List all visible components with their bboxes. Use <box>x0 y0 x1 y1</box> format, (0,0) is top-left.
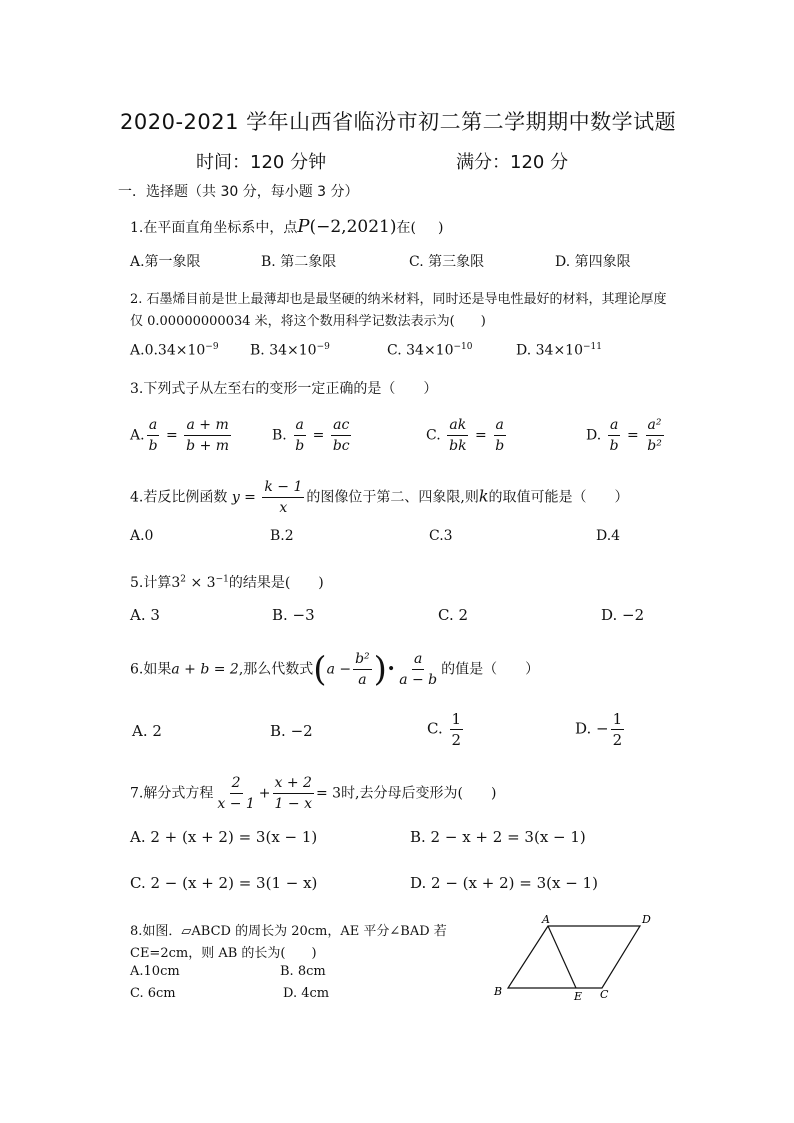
q2-line1: 2. 石墨烯目前是世上最薄却也是最坚硬的纳米材料，同时还是导电性最好的材料，其理论厚度 <box>130 292 667 307</box>
vertex-a-label: A <box>542 913 550 926</box>
q3-option-b: B. $\frac{a}{b}$ = $\frac{ac}{bc}$ <box>272 417 350 454</box>
q2-line2: 仅 0.00000000034 米，将这个数用科学记数法表示为( ) <box>130 314 486 329</box>
q5-option-c: C. 2 <box>438 606 469 624</box>
question-5: 5.计算$3^2 \times 3^{-1}$的结果是( ) <box>130 574 324 591</box>
q1-option-a: A.第一象限 <box>130 254 201 270</box>
q3-option-d: D. $\frac{a}{b}$ = $\frac{\text{a²}}{\text{b²}}$ <box>586 417 662 454</box>
q8-line2: CE=2cm，则 AB 的长为( ) <box>130 946 317 961</box>
q4-option-b: B.2 <box>270 528 294 544</box>
q4-option-c: C.3 <box>429 528 453 544</box>
q5-option-d: D. −2 <box>601 606 645 624</box>
parallelogram-abcd <box>508 926 640 988</box>
point-e-label: E <box>574 990 583 1003</box>
q7-option-a: A. 2 + (x + 2) = 3(x − 1) <box>130 828 318 846</box>
q1-coords: (−2,2021) <box>309 217 397 237</box>
q7-option-b: B. 2 − x + 2 = 3(x − 1) <box>410 828 586 846</box>
q3-option-c: C. $\frac{ak}{bk}$ = $\frac{a}{b}$ <box>426 417 505 454</box>
q8-option-d: D. 4cm <box>283 986 330 1001</box>
q4-option-a: A.0 <box>130 528 154 544</box>
question-6: 6.如果a + b = 2,那么代数式(a − $\frac{\text{b²}}{a}$ )• $\frac{a}{a - b}$ 的值是（ ） <box>130 649 540 690</box>
q8-line1: 8.如图．▱ABCD 的周长为 20cm，AE 平分∠BAD 若 <box>130 924 447 939</box>
q3-option-a: A. $\frac{a}{b}$ = $\frac{a + m}{b + m}$ <box>130 417 230 454</box>
section-heading: 一．选择题（共 30 分，每小题 3 分） <box>118 184 359 200</box>
q5-option-b: B. −3 <box>272 606 315 624</box>
score-label: 满分：120 分 <box>456 152 569 173</box>
q6-option-c: C. $\frac{1}{2}$ <box>427 710 462 749</box>
parallelogram-figure <box>488 912 660 1004</box>
vertex-b-label: B <box>494 985 503 998</box>
q4-option-d: D.4 <box>596 528 621 544</box>
question-4: 4.若反比例函数 y = $\frac{k - 1}{x}$ 的图像位于第二、四象限,则k的取值可能是（ ） <box>130 479 629 516</box>
time-label: 时间：120 分钟 <box>196 152 327 173</box>
q2-option-a: $A.0.34\times 10^{-9}$ <box>130 342 219 359</box>
q8-option-a: A.10cm <box>130 964 180 979</box>
q1-text-c: ) <box>437 220 444 236</box>
q3-text: 3.下列式子从左至右的变形一定正确的是（ ） <box>130 381 438 397</box>
q2-option-c: C. $34\times 10^{-10}$ <box>387 342 473 359</box>
q1-text-a: 1.在平面直角坐标系中，点 <box>130 220 298 236</box>
q2-option-b: B. $34\times 10^{-9}$ <box>250 342 330 359</box>
page-title: 2020-2021 学年山西省临汾市初二第二学期期中数学试题 <box>120 110 677 134</box>
vertex-c-label: C <box>600 988 609 1001</box>
q6-option-a: A. 2 <box>132 722 162 740</box>
question-1 <box>130 216 443 237</box>
segment-ae <box>548 926 576 988</box>
q1-text-b: 在( <box>396 220 416 236</box>
q7-option-c: C. 2 − (x + 2) = 3(1 − x) <box>130 874 318 892</box>
q2-option-d: D. $34\times 10^{-11}$ <box>516 342 602 359</box>
q6-option-d: D. − $\frac{1}{2}$ <box>575 710 623 749</box>
q7-option-d: D. 2 − (x + 2) = 3(x − 1) <box>410 874 598 892</box>
q8-option-b: B. 8cm <box>280 964 326 979</box>
q6-option-b: B. −2 <box>270 722 313 740</box>
vertex-d-label: D <box>642 913 651 926</box>
q1-option-c: C. 第三象限 <box>409 254 485 270</box>
q1-option-d: D. 第四象限 <box>555 254 631 270</box>
q5-option-a: A. 3 <box>130 606 160 624</box>
question-7: 7.解分式方程 $\frac{2}{x - 1}$ + $\frac{x + 2}{1 - x}$ = 3时,去分母后变形为( ) <box>130 775 497 812</box>
q1-point: P <box>297 216 310 237</box>
q8-option-c: C. 6cm <box>130 986 176 1001</box>
q1-option-b: B. 第二象限 <box>261 254 337 270</box>
